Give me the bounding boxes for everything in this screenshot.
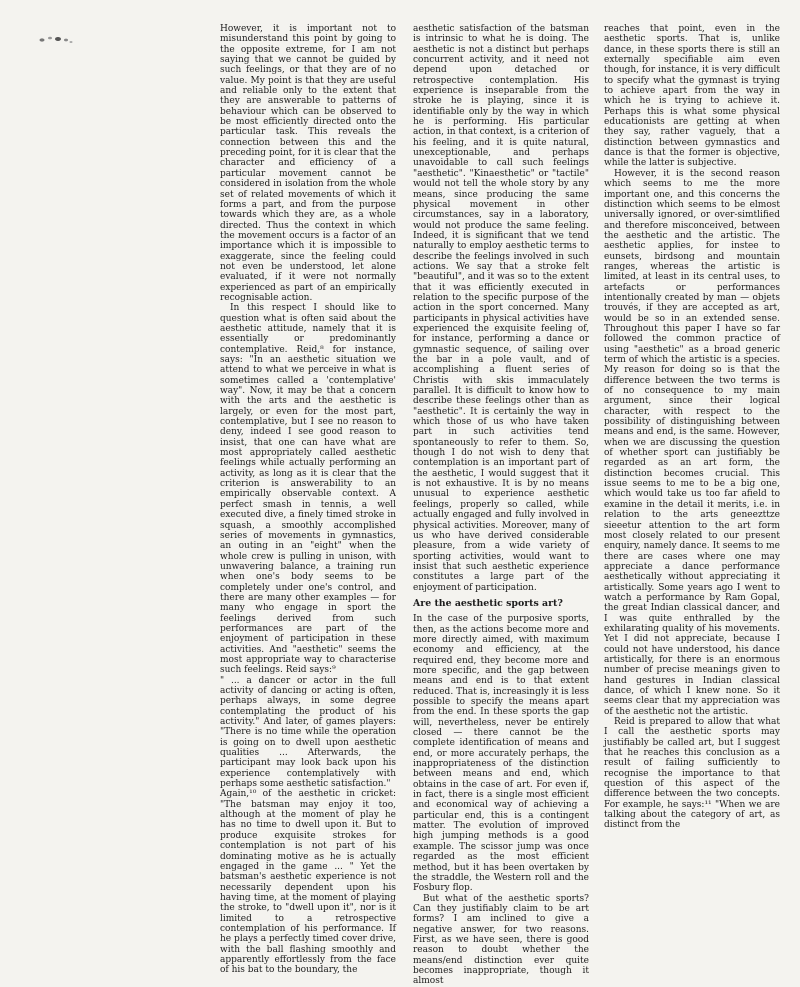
section-heading: Are the aesthetic sports art?	[413, 597, 563, 609]
column-left	[220, 24, 396, 976]
paragraph: reaches that point, even in the aesthetic sports. That is, unlike dance, in these sports there is still an externally specifiable aim even though, for instance, it is very difficult to specify what the gymnast is trying to achieve apart from the way in which he is trying to achieve it. Perhaps this is what some physical educationists are getting at when they say, rather vaguely, that a distinction between gymnastics and dance is that the former is objective, while the latter is subjective.	[604, 24, 780, 169]
column-middle	[413, 24, 589, 987]
paragraph: However, it is important not to misunderstand this point by going to the opposite extreme, for I am not saying that we cannot be guided by such feelings, or that they are of no value. My point is that they are useful and reliable only to the extent that they are answerable to patterns of behaviour which can be observed to be most efficiently directed onto the particular task. This reveals the connection between this and the preceding point, for it is clear that the character and efficiency of a particular movement cannot be considered in isolation from the whole set of related movements of which it forms a part, and from the purpose towards which they are, as a whole directed. Thus the context in which the movement occurs is a factor of an importance which it is impossible to exaggerate, since the feeling could not even be understood, let alone evaluated, if it were not normally experienced as part of an empirically recognisable action.	[220, 24, 396, 303]
ink-smudge	[38, 34, 74, 46]
paragraph: Again,¹⁰ of the aesthetic in cricket: "The batsman may enjoy it too, although at the moment of play he has no time to dwell upon it. But to produce exquisite strokes for contemplation is not part of his dominating motive as he is actually engaged in the game ... " Yet the batsman's aesthetic experience is not necessarily dependent upon his having time, at the moment of playing the stroke, to "dwell upon it", nor is it limited to a retrospective contemplation of his performance. If he plays a perfectly timed cover drive, with the ball flashing smoothly and apparently effortlessly from the face of his bat to the boundary, the	[220, 789, 396, 976]
paragraph: However, it is the second reason which seems to me the more important one, and this concerns the distinction which seems to be elmost universally ignored, or over-simtlified and therefore misconceived, between the aesthetic and the artistic. The aesthetic applies, for instee to eunsets, birdsong and mountain ranges, whereas the artistic is limited, at least in its central uses, to artefacts or performances intentionally created by man — objets trouvés, if they are accepted as art, would be so in an extended sense. Throughout this paper I have so far followed the common practice of using "aesthetic" as a broad generic term of which the artistic is a species. My reason for doing so is that the difference between the two terms is of no consequence to my main argument, since their logical character, with respect to the possibility of distinguishing between means and end, is the same. However, when we are discussing the question of whether sport can justifiably be regarded as an art form, the distinction becomes crucial. This issue seems to me to be a big one, which would take us too far afield to examine in the detail it merits, i.e. in relation to the arts geneezttze sieeetur attention to the art form most closely related to our present enquiry, namely dance. It seems to me there are cases where one may appreciate a dance performance aesthetically without appreciating it artistically. Some years ago I went to watch a performance by Ram Gopal, the great Indian classical dancer, and I was quite enthralled by the exhilarating quality of his movements. Yet I did not appreciate, because I could not have understood, his dance artistically, for there is an enormous number of precise meanings given to hand gestures in Indian classical dance, of which I knew none. So it seems clear that my appreciation was of the aesthetic not the artistic.	[604, 168, 780, 717]
paragraph: Reid is prepared to allow that what I call the aesthetic sports may justifiably be called art, but I suggest that he reaches this conclusion as a result of failing sufficiently to recognise the importance to that question of this aspect of the difference between the two concepts. For example, he says:¹¹ "When we are talking about the category of art, as distinct from the	[604, 717, 780, 831]
paragraph: But what of the aesthetic sports? Can they justifiably claim to be art forms? I am inclined to give a negative answer, for two reasons. First, as we have seen, there is good reason to doubt whether the means/end distinction ever quite becomes inappropriate, though it almost	[413, 893, 589, 987]
paragraph: In the case of the purposive sports, then, as the actions become more and more directly aimed, with maximum economy and efficiency, at the required end, they become more and more specific, and the gap between means and end is to that extent reduced. That is, increasingly it is less possible to specify the means apart from the end. In these sports the gap will, nevertheless, never be entirely closed — there cannot be the complete identification of means and end, or more accurately perhaps, the inappropriateness of the distinction between means and end, which obtains in the case of art. For even if, in fact, there is a single most efficient and economical way of achieving a particular end, this is a contingent matter. The evolution of improved high jumping methods is a good example. The scissor jump was once regarded as the most efficient method, but it has been overtaken by the straddle, the Western roll and the Fosbury flop.	[413, 614, 589, 894]
column-right	[604, 24, 780, 831]
paragraph: aesthetic satisfaction of the batsman is intrinsic to what he is doing. The aesthetic is not a distinct but perhaps concurrent activity, and it need not depend upon detached or retrospective contemplation. His experience is inseparable from the stroke he is playing, since it is identifiable only by the way in which he is performing. His particular action, in that context, is a criterion of his feeling, and it is quite natural, unexceptionable, and perhaps unavoidable to call such feelings "aesthetic". "Kinaesthetic" or "tactile" would not tell the whole story by any means, since producing the same physical movement in other circumstances, say in a laboratory, would not produce the same feeling. Indeed, it is significant that we tend naturally to employ aesthetic terms to describe the feelings involved in such actions. We say that a stroke felt "beautiful", and it was so to the extent that it was efficiently executed in relation to the specific purpose of the action in the sport concerned. Many participants in physical activities have experienced the exquisite feeling of, for instance, performing a dance or gymnastic sequence, of sailing over the bar in a pole vault, and of accomplishing a fluent series of Christis with skis immaculately parallel. It is difficult to know how to describe these feelings other than as "aesthetic". It is certainly the way in which those of us who have taken part in such activities tend spontaneously to refer to them. So, though I do not wish to deny that contemplation is an important part of the aesthetic, I would suggest that it is not exhaustive. It is by no means unusual to experience aesthetic feelings, properly so called, while actually engaged and fully involved in physical activities. Moreover, many of us who have derived considerable pleasure, from a wide variety of sporting activities, would want to insist that such aesthetic experience constitutes a large part of the enjoyment of participation.	[413, 24, 589, 593]
paragraph: In this respect I should like to question what is often said about the aesthetic attitude, namely that it is essentially or predominantly contemplative. Reid,⁸ for instance, says: "In an aesthetic situation we attend to what we perceive in what is sometimes called a 'contemplative' way". Now, it may be that a concern with the arts and the aesthetic is largely, or even for the most part, contemplative, but I see no reason to deny, indeed I see good reason to insist, that one can have what are most appropriately called aesthetic feelings while actually performing an activity, as long as it is clear that the criterion is answerability to an empirically observable context. A perfect smash in tennis, a well executed dive, a finely timed stroke in squash, a smoothly accomplished series of movements in gymnastics, an outing in an "eight" when the whole crew is pulling in unison, with unwavering balance, a training run when one's body seems to be completely under one's control, and there are many other examples — for many who engage in sport the feelings derived from such performances are part of the enjoyment of participation in these activities. And "aesthetic" seems the most appropriate way to characterise such feelings. Reid says:⁹	[220, 303, 396, 676]
quotation: " ... a dancer or actor in the full activity of dancing or acting is often, perhaps always, in some degree contemplating the product of his activity." And later, of games players: "There is no time while the operation is going on to dwell upon aesthetic qualities ... Afterwards, the participant may look back upon his experience contemplatively with perhaps some aesthetic satisfaction."	[220, 675, 396, 790]
